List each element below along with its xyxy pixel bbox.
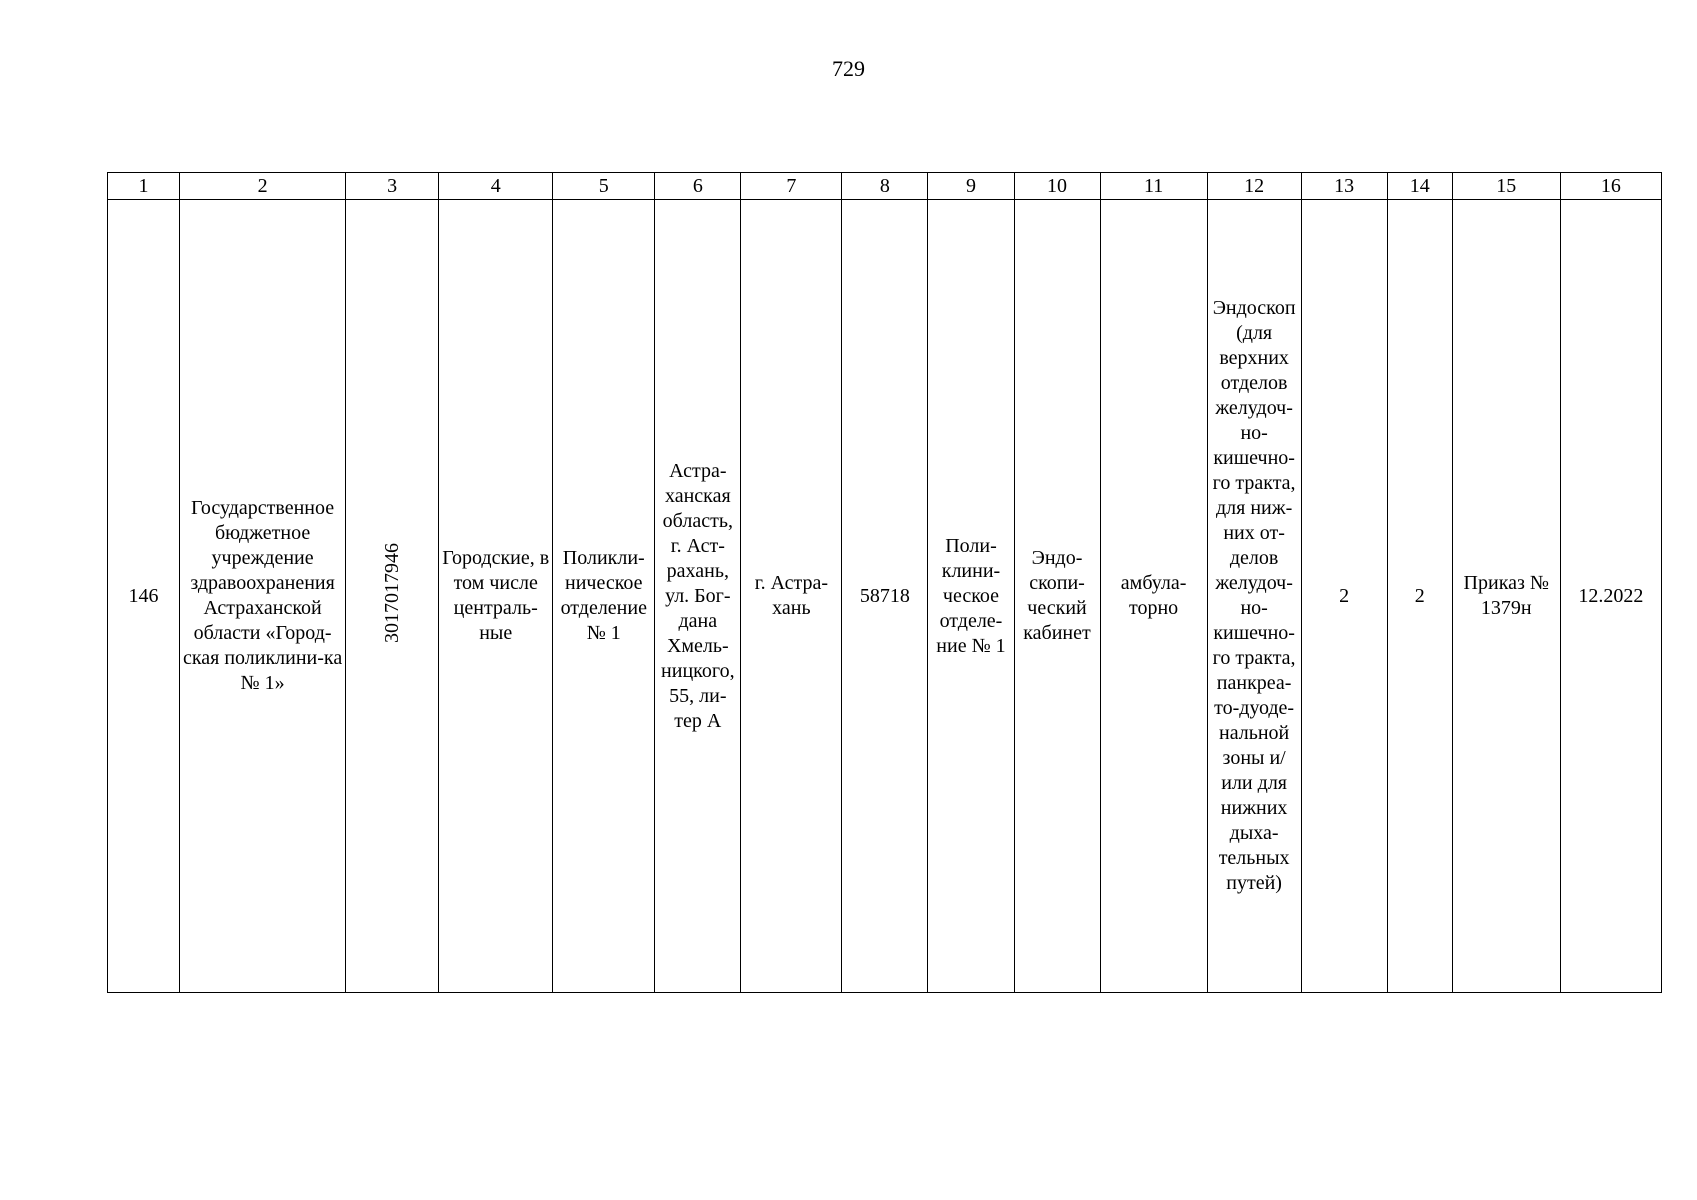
table-row <box>108 200 1662 993</box>
column-header: 4 <box>439 173 553 200</box>
column-header: 15 <box>1452 173 1560 200</box>
column-header: 6 <box>655 173 741 200</box>
column-header: 16 <box>1560 173 1661 200</box>
room-type: Эндо-скопи-ческий кабинет <box>1023 547 1091 644</box>
column-header: 1 <box>108 173 180 200</box>
department-cell <box>553 200 655 993</box>
order-cell <box>1452 200 1560 993</box>
equipment-description: Эндоскоп (для верхних отделов желудоч-но-кишечно-го тракта, для ниж-них от-делов желудоч-но-кишечно-го тракта, панкреа-то-дуоде-нальной зоны и/или для нижних дыха-тельных путей) <box>1212 297 1296 894</box>
order-reference: Приказ № 1379н <box>1463 572 1549 619</box>
care-condition-cell <box>1100 200 1207 993</box>
column-header: 5 <box>553 173 655 200</box>
column-header: 13 <box>1301 173 1387 200</box>
quantity-cell: 2 <box>1387 200 1452 993</box>
care-condition: амбула-торно <box>1120 572 1187 619</box>
column-header: 7 <box>741 173 842 200</box>
page-number: 729 <box>832 56 865 81</box>
equipment-cell <box>1207 200 1301 993</box>
address: Астра-ханская область, г. Аст-рахань, ул. Бог-дана Хмель-ницкого, 55, ли-тер А <box>661 459 735 732</box>
registry-table <box>107 172 1662 993</box>
inn-number: 3017017946 <box>380 542 403 643</box>
column-header: 12 <box>1207 173 1301 200</box>
settlement-type-cell <box>439 200 553 993</box>
column-header: 8 <box>842 173 928 200</box>
subdivision-cell <box>928 200 1014 993</box>
subdivision: Поли-клини-ческое отделе-ние № 1 <box>936 534 1006 657</box>
department-name: Поликли-ническое отделение № 1 <box>560 547 647 644</box>
header-row <box>108 173 1662 200</box>
column-header: 11 <box>1100 173 1207 200</box>
column-header: 14 <box>1387 173 1452 200</box>
row-number-cell: 146 <box>108 200 180 993</box>
organization-name: Государственное бюджетное учреждение здравоохранения Астраханской области «Город-ская поликлини-ка № 1» <box>182 497 343 694</box>
column-header: 9 <box>928 173 1014 200</box>
inn-cell <box>346 200 439 993</box>
date-cell: 12.2022 <box>1560 200 1661 993</box>
column-header: 10 <box>1014 173 1100 200</box>
city: г. Астра-хань <box>754 572 829 619</box>
column-header: 3 <box>346 173 439 200</box>
settlement-type: Городские, в том числе централь-ные <box>442 547 550 644</box>
city-cell <box>741 200 842 993</box>
room-type-cell <box>1014 200 1100 993</box>
column-header: 2 <box>180 173 346 200</box>
quantity-cell: 2 <box>1301 200 1387 993</box>
organization-name-cell <box>180 200 346 993</box>
code-cell: 58718 <box>842 200 928 993</box>
address-cell <box>655 200 741 993</box>
